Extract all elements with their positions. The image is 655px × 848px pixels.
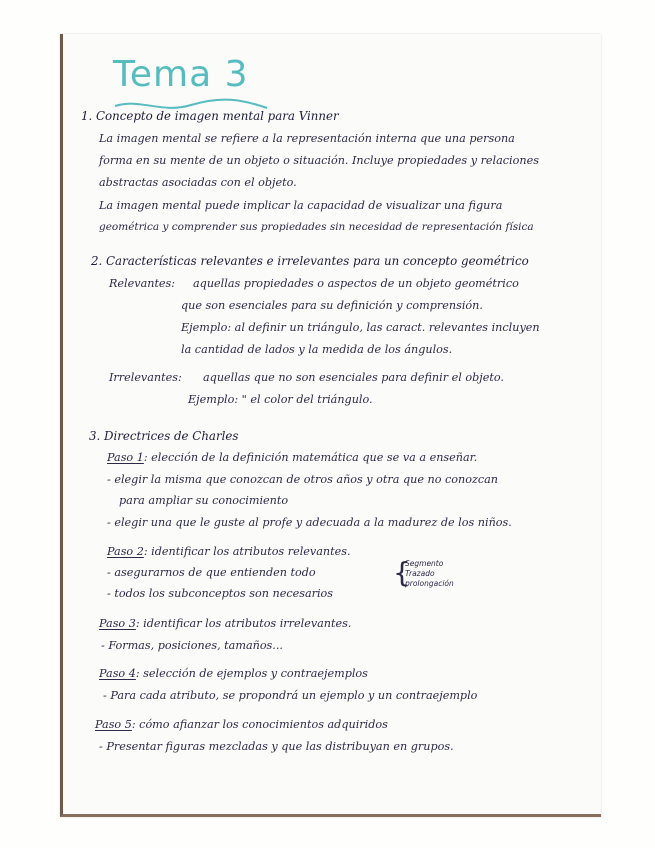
- relevantes-line: la cantidad de lados y la medida de los ángulos.: [181, 343, 453, 356]
- brace-item: Segmento: [405, 559, 444, 568]
- paso5-text: : cómo afianzar los conocimientos adquiridos: [131, 718, 388, 731]
- paso2-row: [107, 545, 351, 558]
- paso3-item: - Formas, posiciones, tamaños...: [101, 639, 283, 652]
- paso4-item: - Para cada atributo, se propondrá un ejemplo y un contraejemplo: [103, 689, 478, 702]
- paso1-row: [107, 451, 477, 464]
- paso3-row: [99, 617, 351, 630]
- paso3-label: Paso 3: [99, 617, 136, 630]
- paso1-label: Paso 1: [107, 451, 144, 464]
- irrelevantes-line: Ejemplo: " el color del triángulo.: [188, 393, 373, 406]
- section1-line: La imagen mental puede implicar la capacidad de visualizar una figura: [99, 199, 503, 212]
- paso2-label: Paso 2: [107, 545, 144, 558]
- paso1-text: : elección de la definición matemática que se va a enseñar.: [143, 451, 478, 464]
- relevantes-line: aquellas propiedades o aspectos de un objeto geométrico: [193, 277, 519, 290]
- paso5-item: - Presentar figuras mezcladas y que las distribuyan en grupos.: [99, 740, 454, 753]
- irrelevantes-line: aquellas que no son esenciales para definir el objeto.: [203, 371, 504, 384]
- relevantes-line: Ejemplo: al definir un triángulo, las caract. relevantes incluyen: [181, 321, 540, 334]
- paso5-row: [95, 718, 388, 731]
- brace-item: Trazado: [405, 569, 435, 578]
- paso1-item: - elegir la misma que conozcan de otros años y otra que no conozcan: [107, 473, 498, 486]
- irrelevantes-label: Irrelevantes:: [109, 371, 182, 384]
- relevantes-label: Relevantes:: [109, 277, 176, 290]
- section1-line: abstractas asociadas con el objeto.: [99, 176, 297, 189]
- paso3-text: : identificar los atributos irrelevantes.: [135, 617, 352, 630]
- notebook-page: [60, 34, 601, 817]
- paso4-label: Paso 4: [99, 667, 136, 680]
- section1-heading: 1. Concepto de imagen mental para Vinner: [81, 109, 339, 123]
- section1-line: forma en su mente de un objeto o situación. Incluye propiedades y relaciones: [99, 154, 539, 167]
- section2-heading: 2. Características relevantes e irrelevantes para un concepto geométrico: [91, 254, 529, 268]
- page-title: Tema 3: [113, 54, 249, 95]
- paso4-row: [99, 667, 368, 680]
- curly-brace: {: [393, 556, 411, 589]
- paso1-item: para ampliar su conocimiento: [119, 494, 289, 507]
- brace-item: prolongación: [405, 579, 454, 588]
- relevantes-line: que son esenciales para su definición y comprensión.: [181, 299, 483, 312]
- paso5-label: Paso 5: [95, 718, 132, 731]
- section1-line: geométrica y comprender sus propiedades sin necesidad de representación física: [99, 221, 534, 233]
- paso1-item: - elegir una que le guste al profe y adecuada a la madurez de los niños.: [107, 516, 512, 529]
- section3-heading: 3. Directrices de Charles: [89, 429, 239, 443]
- paso2-text: : identificar los atributos relevantes.: [143, 545, 351, 558]
- paso2-item: - asegurarnos de que entienden todo: [107, 566, 316, 579]
- paso2-item: - todos los subconceptos son necesarios: [107, 587, 334, 600]
- paso4-text: : selección de ejemplos y contraejemplos: [135, 667, 368, 680]
- section1-line: La imagen mental se refiere a la representación interna que una persona: [99, 132, 515, 145]
